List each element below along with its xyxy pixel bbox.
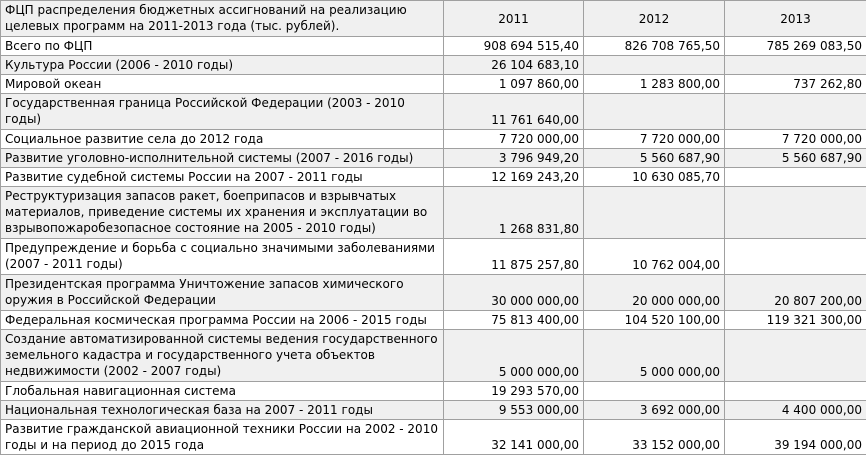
program-name-cell: Развитие гражданской авиационной техники России на 2002 - 2010 годы и на период до 2015 года [1,420,444,455]
value-2013-cell [725,168,866,187]
value-2013-cell: 20 807 200,00 [725,275,866,311]
table-row [1,94,866,130]
program-name-cell: Предупреждение и борьба с социально значимыми заболеваниями (2007 - 2011 годы) [1,239,444,275]
value-2013-cell [725,94,866,130]
value-2012-cell: 3 692 000,00 [584,401,725,420]
value-2011-cell: 1 268 831,80 [444,187,584,239]
value-2012-cell: 5 000 000,00 [584,330,725,382]
program-name-cell: Культура России (2006 - 2010 годы) [1,56,444,75]
table-row [1,187,866,239]
value-2013-cell: 119 321 300,00 [725,311,866,330]
program-name-cell: Президентская программа Уничтожение запасов химического оружия в Российской Федерации [1,275,444,311]
value-2011-cell: 30 000 000,00 [444,275,584,311]
value-2013-cell: 4 400 000,00 [725,401,866,420]
value-2013-cell: 5 560 687,90 [725,149,866,168]
value-2011-cell: 26 104 683,10 [444,56,584,75]
value-2011-cell: 7 720 000,00 [444,130,584,149]
value-2011-cell: 5 000 000,00 [444,330,584,382]
table-row [1,75,866,94]
table-row [1,330,866,382]
value-2012-cell [584,187,725,239]
value-2011-cell: 75 813 400,00 [444,311,584,330]
value-2011-cell: 1 097 860,00 [444,75,584,94]
table-row [1,275,866,311]
value-2013-cell [725,56,866,75]
value-2011-cell: 19 293 570,00 [444,382,584,401]
value-2012-cell: 104 520 100,00 [584,311,725,330]
table-row [1,37,866,56]
program-name-cell: Мировой океан [1,75,444,94]
program-name-cell: Национальная технологическая база на 2007 - 2011 годы [1,401,444,420]
value-2012-cell: 1 283 800,00 [584,75,725,94]
table-row [1,382,866,401]
program-name-cell: Создание автоматизированной системы ведения государственного земельного кадастра и государственного учета объектов недвижимости (2002 - 2007 годы) [1,330,444,382]
program-name-cell: Социальное развитие села до 2012 года [1,130,444,149]
value-2013-cell [725,239,866,275]
value-2013-cell [725,187,866,239]
value-2013-cell: 39 194 000,00 [725,420,866,455]
value-2012-cell: 33 152 000,00 [584,420,725,455]
value-2012-cell [584,56,725,75]
value-2011-cell: 908 694 515,40 [444,37,584,56]
program-name-cell: Развитие судебной системы России на 2007 - 2011 годы [1,168,444,187]
year-header-2012: 2012 [584,1,725,37]
header-row [1,1,866,37]
value-2011-cell: 3 796 949,20 [444,149,584,168]
value-2012-cell: 7 720 000,00 [584,130,725,149]
program-name-cell: Государственная граница Российской Федерации (2003 - 2010 годы) [1,94,444,130]
value-2013-cell: 7 720 000,00 [725,130,866,149]
table-row [1,239,866,275]
value-2012-cell: 10 630 085,70 [584,168,725,187]
table-row [1,130,866,149]
table-row [1,401,866,420]
program-name-cell: Реструктуризация запасов ракет, боеприпасов и взрывчатых материалов, приведение системы их хранения и эксплуатации во взрывопожаробезопасное состояние на 2005 - 2010 годы) [1,187,444,239]
table-row [1,168,866,187]
table-row [1,56,866,75]
value-2013-cell [725,330,866,382]
program-name-cell: Федеральная космическая программа России на 2006 - 2015 годы [1,311,444,330]
table-row [1,311,866,330]
value-2012-cell: 5 560 687,90 [584,149,725,168]
table-title: ФЦП распределения бюджетных ассигнований на реализацию целевых программ на 2011-2013 года (тыс. рублей). [1,1,444,37]
value-2011-cell: 12 169 243,20 [444,168,584,187]
value-2011-cell: 32 141 000,00 [444,420,584,455]
value-2013-cell: 785 269 083,50 [725,37,866,56]
value-2012-cell: 20 000 000,00 [584,275,725,311]
program-name-cell: Развитие уголовно-исполнительной системы (2007 - 2016 годы) [1,149,444,168]
program-name-cell: Глобальная навигационная система [1,382,444,401]
table-row [1,149,866,168]
value-2012-cell: 826 708 765,50 [584,37,725,56]
value-2011-cell: 11 875 257,80 [444,239,584,275]
value-2012-cell [584,382,725,401]
value-2013-cell [725,382,866,401]
value-2012-cell: 10 762 004,00 [584,239,725,275]
table-row [1,420,866,455]
year-header-2013: 2013 [725,1,866,37]
value-2013-cell: 737 262,80 [725,75,866,94]
value-2011-cell: 11 761 640,00 [444,94,584,130]
value-2012-cell [584,94,725,130]
value-2011-cell: 9 553 000,00 [444,401,584,420]
year-header-2011: 2011 [444,1,584,37]
program-name-cell: Всего по ФЦП [1,37,444,56]
